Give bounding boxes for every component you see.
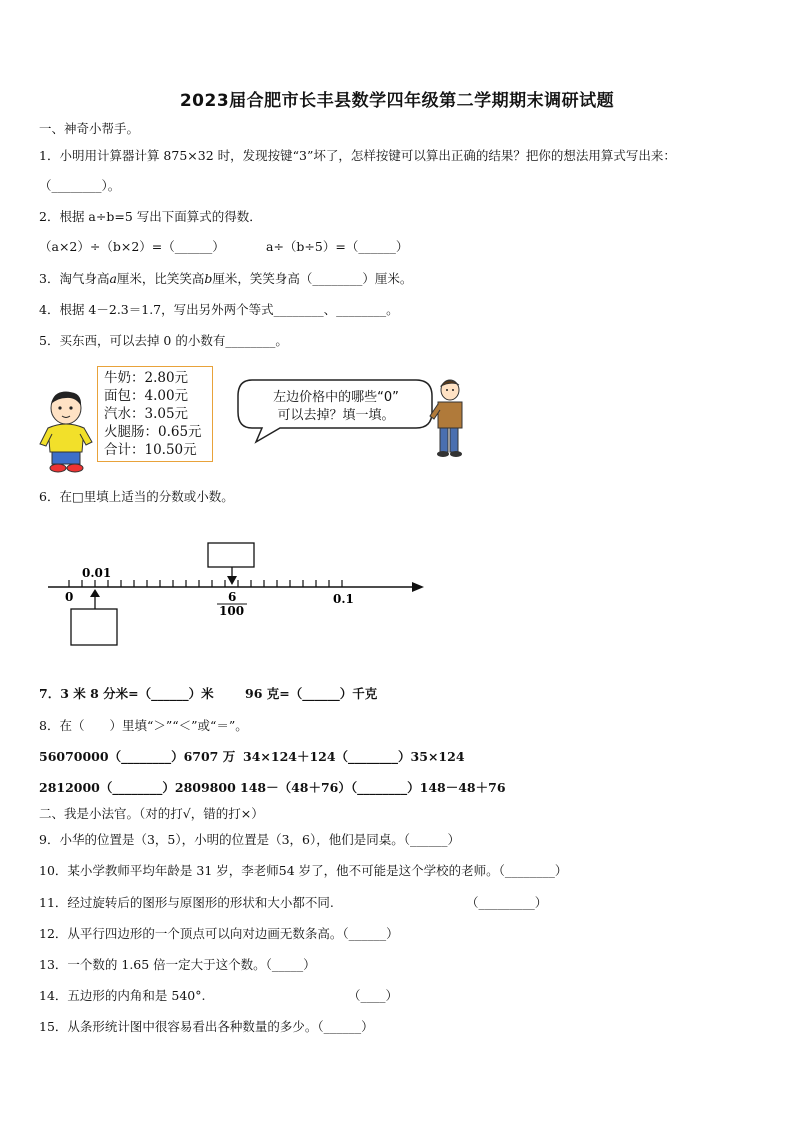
- question-6: 6．在□里填上适当的分数或小数。: [39, 489, 234, 504]
- page-title: 2023届合肥市长丰县数学四年级第二学期期末调研试题: [179, 91, 615, 111]
- price-milk: 牛奶：2.80元: [104, 370, 189, 386]
- boy-illustration: [38, 388, 94, 476]
- question-10: 10．某小学教师平均年龄是 31 岁，李老师54 岁了，他不可能是这个学校的老师。（________）: [39, 863, 568, 878]
- question-14-answer: （____）: [348, 988, 399, 1003]
- fraction-numerator: 6: [228, 590, 237, 604]
- question-2-part-b: a÷（b÷5）=（______）: [266, 239, 409, 254]
- down-arrow-icon: [227, 576, 237, 585]
- section-1-heading: 一、神奇小帮手。: [39, 121, 140, 136]
- label-0: 0: [65, 590, 74, 604]
- question-8-row-1-b: 34×124＋124（________）35×124: [243, 749, 465, 764]
- question-2-part-a: （a×2）÷（b×2）=（______）: [39, 239, 225, 254]
- question-8: 8．在（ ）里填“＞”“＜”或“＝”。: [39, 718, 248, 733]
- question-2: 2．根据 a÷b=5 写出下面算式的得数．: [39, 209, 262, 224]
- question-14: 14．五边形的内角和是 540°.: [39, 988, 206, 1003]
- question-7-part-b: 96 克=（______）千克: [245, 686, 378, 701]
- question-5: 5．买东西，可以去掉 0 的小数有________。: [39, 333, 288, 348]
- price-soda: 汽水：3.05元: [104, 406, 189, 422]
- question-8-row-2-b: 148－（48＋76）（________）148－48＋76: [240, 780, 506, 795]
- speech-bubble-line-1: 左边价格中的哪些“0”: [273, 390, 399, 405]
- number-line-figure: [40, 535, 430, 655]
- question-1: 1．小明用计算器计算 875×32 时，发现按键“3”坏了，怎样按键可以算出正确的结果？把你的想法用算式写出来：: [39, 148, 676, 163]
- question-12: 12．从平行四边形的一个顶点可以向对边画无数条高。（______）: [39, 926, 399, 941]
- answer-box-top[interactable]: [208, 543, 254, 567]
- question-11-answer: （_________）: [466, 895, 548, 910]
- speech-bubble-text: [244, 389, 428, 425]
- section-2-heading: 二、我是小法官。（对的打√，错的打×）: [39, 806, 264, 821]
- question-8-row-2-a: 2812000（________）2809800: [39, 780, 236, 795]
- up-arrow-icon: [90, 589, 100, 597]
- question-7-part-a: 7．3 米 8 分米=（______）米: [39, 686, 214, 701]
- answer-box-bottom[interactable]: [71, 609, 117, 645]
- price-bread: 面包：4.00元: [104, 388, 189, 404]
- question-8-row-1-a: 56070000（________）6707 万: [39, 749, 236, 764]
- price-list: [97, 366, 213, 462]
- question-3: 3．淘气身高𝑎厘米，比笑笑高𝑏厘米，笑笑身高（________）厘米。: [39, 271, 413, 286]
- number-line-arrowhead: [412, 582, 424, 592]
- price-sausage: 火腿肠：0.65元: [104, 424, 202, 440]
- question-9: 9．小华的位置是（3，5），小明的位置是（3，6），他们是同桌。（______）: [39, 832, 461, 847]
- question-1-answer: （________）。: [39, 178, 121, 193]
- price-total: 合计：10.50元: [104, 442, 197, 458]
- number-line-ticks: [69, 580, 342, 587]
- fraction-denominator: 100: [219, 604, 245, 618]
- speech-bubble-line-2: 可以去掉？填一填。: [277, 408, 395, 423]
- label-0-1: 0.1: [333, 592, 354, 606]
- question-11: 11．经过旋转后的图形与原图形的形状和大小都不同.: [39, 895, 334, 910]
- question-15: 15．从条形统计图中很容易看出各种数量的多少。（______）: [39, 1019, 374, 1034]
- question-4: 4．根据 4－2.3＝1.7，写出另外两个等式________、________。: [39, 302, 399, 317]
- teacher-illustration: [428, 378, 468, 458]
- question-13: 13．一个数的 1.65 倍一定大于这个数。（_____）: [39, 957, 316, 972]
- label-0-01: 0.01: [82, 566, 112, 580]
